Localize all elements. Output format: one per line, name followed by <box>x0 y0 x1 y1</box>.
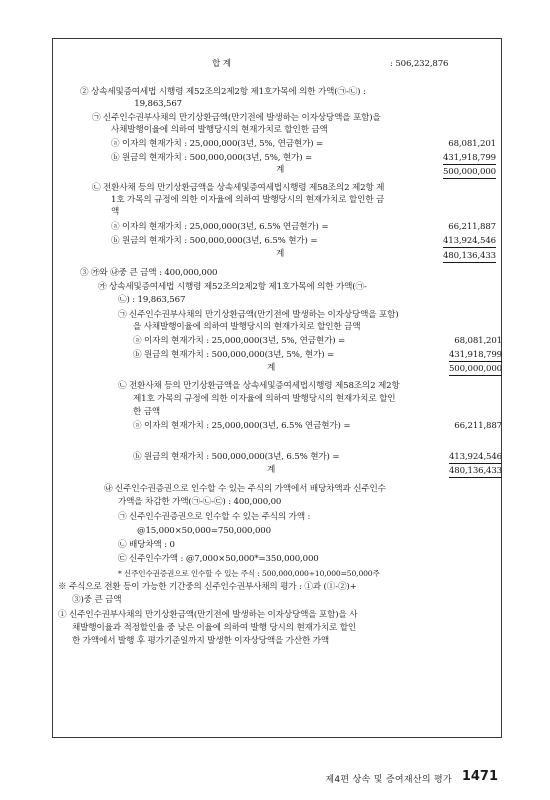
text-line: 을 사채발행이율에 의하여 발행당시의 현재가치로 할인한 금액 <box>133 322 361 332</box>
text-line: ㉯ 신주인수권증권으로 인수할 수 있는 주식의 가액에서 배당차액과 신주인수 <box>104 484 386 494</box>
text-line: 액 <box>111 207 120 217</box>
text-line: ⓐ 이자의 현재가치 : 25,000,000(3년, 5%, 연금현가) = <box>111 139 324 149</box>
text-line: ㉡ 전환사채 등의 만기상환금액을 상속세및증여세법시행령 제58조의2 제2항 제 <box>92 183 385 193</box>
text-line: ⓑ 원금의 현재가치 : 500,000,000(3년, 6.5% 현가) = <box>133 452 340 462</box>
text-line: ⓐ 이자의 현재가치 : 25,000,000(3년, 5%, 연금현가) = <box>133 336 346 346</box>
text-line: 480,136,433 <box>442 251 496 261</box>
text-line: 한 금액 <box>133 407 161 417</box>
text-line: 가액을 차감한 가액(㉠-㉡-㉢) : 400,000,00 <box>118 497 282 507</box>
text-line: 500,000,000 <box>448 364 502 374</box>
text-line: ㉠ 신주인수권부사채의 만기상환금액(만기전에 발생하는 이자상당액을 포함)을 <box>92 113 381 123</box>
text-line: 계 <box>267 363 276 373</box>
text-line: 413,924,546 <box>442 236 496 246</box>
text-line: 사채발행이율에 의하여 발행당시의 현재가치로 할인한 금액 <box>111 125 328 135</box>
text-line: ② 상속세및증여세법 시행령 제52조의2제2항 제1호가목에 의한 가액(㉠-㉡) : <box>80 87 366 97</box>
text-line: 계 <box>267 465 276 475</box>
text-line: ① 신주인수권부사채의 만기상환금액(만기전에 발생하는 이자상당액을 포함)을 사 <box>58 610 358 620</box>
text-line: ※ 주식으로 전환 등이 가능한 기간중의 신주인수권부사채의 평가 : ①과 (①-②)+ <box>58 582 357 592</box>
text-line: ㉡) : 19,863,567 <box>118 295 186 305</box>
text-line: ③ ㉮와 ㉯중 큰 금액 : 400,000,000 <box>80 268 218 278</box>
text-line: ⓑ 원금의 현재가치 : 500,000,000(3년, 5%, 현가) = <box>133 350 335 360</box>
text-line: 480,136,433 <box>448 466 502 476</box>
text-line: 제1호 가목의 규정에 의한 이자율에 의하여 발행당시의 현재가치로 할인 <box>133 394 396 404</box>
text-line: * 신주인수권증권으로 인수할 수 있는 주식 : 500,000,000÷10,000=50,000주 <box>118 569 380 578</box>
text-line: 계 <box>276 249 285 259</box>
text-line: ⓐ 이자의 현재가치 : 25,000,000(3년, 6.5% 연금현가) = <box>111 222 329 232</box>
text-line: 1호 가목의 규정에 의한 이자율에 의하여 발행당시의 현재가치로 할인한 금 <box>111 195 385 205</box>
text-line: 계 <box>276 165 285 175</box>
text-line: 한 가액에서 발행 후 평가기준일까지 발생한 이자상당액을 가산한 가액 <box>72 636 330 646</box>
text-line: ㉢ 신주인수가액 : @7,000×50,000*=350,000,000 <box>118 554 319 564</box>
page-footer <box>310 769 510 785</box>
text-line: 66,211,887 <box>448 222 496 232</box>
text-line: 413,924,546 <box>448 452 502 462</box>
text-line: ㉮ 상속세및증여세법 시행령 제52조의2제2항 제1호가목에 의한 가액(㉠- <box>98 282 367 292</box>
footer-section-title: 제4편 상속 및 증여재산의 평가 <box>325 775 452 785</box>
text-line: 19,863,567 <box>134 99 182 109</box>
text-line: ⓑ 원금의 현재가치 : 500,000,000(3년, 5%, 현가) = <box>111 153 313 163</box>
text-line: ㉡ 배당차액 : 0 <box>118 540 175 550</box>
text-line: 합 계 <box>212 59 231 69</box>
text-line: 68,081,201 <box>454 336 502 346</box>
text-line: ㉠ 신주인수권증권으로 인수할 수 있는 주식의 가액 : <box>118 512 311 522</box>
text-line: ㉠ 신주인수권부사채의 만기상환금액(만기전에 발생하는 이자상당액을 포함) <box>118 310 399 320</box>
text-line: ⓐ 이자의 현재가치 : 25,000,000(3년, 6.5% 연금현가) = <box>133 421 351 431</box>
text-line: 66,211,887 <box>454 421 502 431</box>
text-line: 431,918,799 <box>448 350 502 360</box>
text-line: 500,000,000 <box>442 167 496 177</box>
text-line: 68,081,201 <box>448 139 496 149</box>
text-line: ⓑ 원금의 현재가치 : 500,000,000(3년, 6.5% 현가) = <box>111 236 318 246</box>
text-line: 채발행이율과 적정할인율 중 낮은 이율에 의하여 발행 당시의 현재가치로 할인 <box>72 623 357 633</box>
text-line: : 506,232,876 <box>390 59 449 69</box>
text-line: ㉡ 전환사채 등의 만기상환금액을 상속세및증여세법시행령 제58조의2 제2항 <box>118 381 400 391</box>
text-line: ③)중 큰 금액 <box>72 595 122 605</box>
page-number: 1471 <box>461 769 498 784</box>
text-line: @15,000×50,000=750,000,000 <box>137 526 271 536</box>
text-line: 431,918,799 <box>442 153 496 163</box>
